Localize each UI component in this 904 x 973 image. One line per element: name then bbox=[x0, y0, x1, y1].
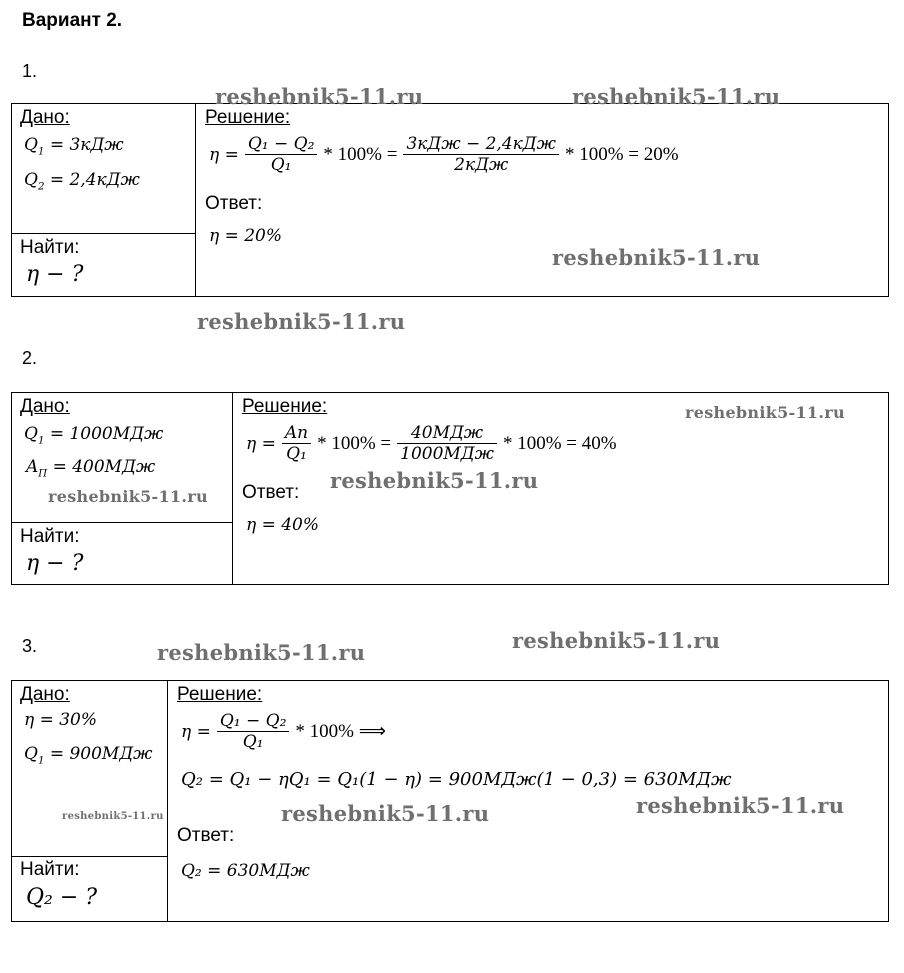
watermark: reshebnik5-11.ru bbox=[197, 309, 406, 334]
watermark: reshebnik5-11.ru bbox=[636, 793, 845, 818]
watermark: reshebnik5-11.ru bbox=[512, 628, 721, 653]
answer-label: Ответ: bbox=[205, 193, 263, 214]
watermark: reshebnik5-11.ru bbox=[215, 84, 424, 109]
watermark: reshebnik5-11.ru bbox=[48, 487, 208, 506]
solution-formula: η = $\frac{Aп}{\text{Q₁}}$ * 100% = $\frac{\text{40МДж}}{\text{1000МДж}}$ * 100% = 40% bbox=[246, 423, 617, 464]
find-value: Q₂ − ? bbox=[26, 885, 98, 910]
watermark: reshebnik5-11.ru bbox=[157, 640, 366, 665]
answer-value: η = 20% bbox=[209, 226, 283, 246]
find-value: η − ? bbox=[26, 262, 84, 287]
problem-3-number: 3. bbox=[22, 636, 38, 656]
watermark: reshebnik5-11.ru bbox=[572, 84, 781, 109]
solution-label: Решение: bbox=[242, 396, 328, 417]
given-value: $A_П = 400МДж$ bbox=[26, 457, 156, 480]
find-label: Найти: bbox=[20, 237, 80, 258]
given-value: $Q_1 = 1000МДж$ bbox=[24, 424, 164, 447]
answer-value: η = 40% bbox=[246, 515, 320, 535]
find-value: η − ? bbox=[26, 551, 84, 576]
solution-label: Решение: bbox=[177, 684, 263, 705]
given-label: Дано: bbox=[20, 107, 70, 128]
watermark: reshebnik5-11.ru bbox=[62, 811, 164, 822]
given-label: Дано: bbox=[20, 396, 70, 417]
solution-formula: η = $\frac{\text{Q₁ − Q₂}}{\text{Q₁}}$ * 100% ⟹ bbox=[181, 711, 386, 752]
answer-label: Ответ: bbox=[242, 482, 300, 503]
given-value: $Q_2 = 2,4кДж$ bbox=[24, 170, 140, 193]
watermark: reshebnik5-11.ru bbox=[281, 801, 490, 826]
given-label: Дано: bbox=[20, 684, 70, 705]
solution-formula: η = $\frac{\text{Q₁ − Q₂}}{\text{Q₁}}$ * 100% = $\frac{\text{3кДж − 2,4кДж}}{\text{2кДж}}$ * 100% = 20% bbox=[209, 134, 679, 175]
solution-line-2: Q₂ = Q₁ − ηQ₁ = Q₁(1 − η) = 900МДж(1 − 0,3) = 630МДж bbox=[181, 769, 732, 790]
answer-label: Ответ: bbox=[177, 825, 235, 846]
answer-value: Q₂ = 630МДж bbox=[181, 861, 310, 881]
problem-1-number: 1. bbox=[22, 61, 38, 81]
watermark: reshebnik5-11.ru bbox=[330, 468, 539, 493]
watermark: reshebnik5-11.ru bbox=[552, 245, 761, 270]
watermark: reshebnik5-11.ru bbox=[685, 403, 845, 422]
problem-2-number: 2. bbox=[22, 348, 38, 368]
given-value: $Q_1 = 900МДж$ bbox=[24, 744, 153, 767]
find-label: Найти: bbox=[20, 859, 80, 880]
given-value: η = 30% bbox=[24, 710, 98, 730]
find-label: Найти: bbox=[20, 526, 80, 547]
given-value: $Q_1 = 3кДж$ bbox=[24, 135, 124, 158]
solution-label: Решение: bbox=[205, 107, 291, 128]
page-title: Вариант 2. bbox=[22, 10, 123, 31]
